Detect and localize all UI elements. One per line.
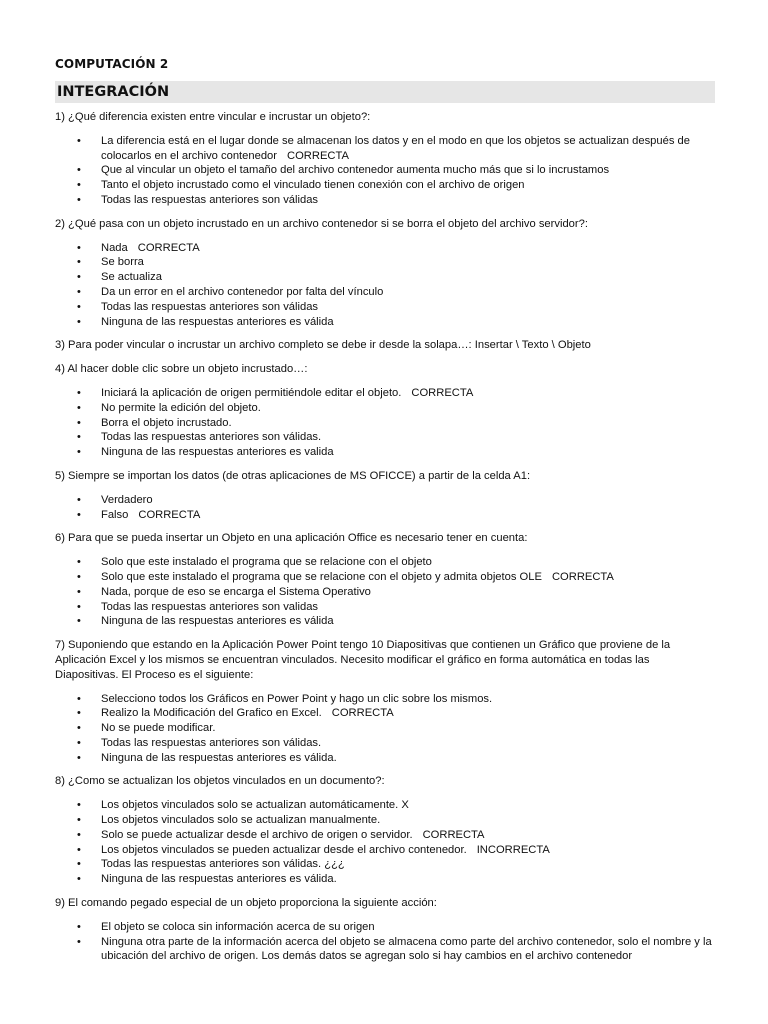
option-list xyxy=(55,798,715,887)
bullet-icon: • xyxy=(77,873,81,886)
bullet-icon: • xyxy=(77,615,81,628)
option-item xyxy=(55,493,715,508)
bullet-icon: • xyxy=(77,179,81,192)
option-item xyxy=(55,241,715,256)
answer-mark: CORRECTA xyxy=(551,570,614,583)
bullet-icon: • xyxy=(77,828,81,841)
option-text: Realizo la Modificación del Grafico en Excel. xyxy=(101,707,322,720)
option-text: Ninguna de las respuestas anteriores es valida xyxy=(101,446,334,459)
option-item xyxy=(55,935,715,965)
option-text: Todas las respuestas anteriores son válidas. xyxy=(101,431,322,444)
option-item xyxy=(55,585,715,600)
option-text: Se actualiza xyxy=(101,271,162,284)
option-item xyxy=(55,285,715,300)
bullet-icon: • xyxy=(77,814,81,827)
option-item xyxy=(55,721,715,736)
option-list xyxy=(55,493,715,523)
option-text: No permite la edición del objeto. xyxy=(101,401,261,414)
question-text: 2) ¿Qué pasa con un objeto incrustado en un archivo contenedor si se borra el objeto del archivo servidor?: xyxy=(55,217,588,230)
bullet-icon: • xyxy=(77,799,81,812)
option-list xyxy=(55,692,715,766)
option-text: Ninguna de las respuestas anteriores es válida xyxy=(101,315,334,328)
option-list xyxy=(55,555,715,629)
bullet-icon: • xyxy=(77,935,81,948)
option-text: Que al vincular un objeto el tamaño del archivo contenedor aumenta mucho más que si lo incrustamos xyxy=(101,164,610,177)
option-item xyxy=(55,255,715,270)
bullet-icon: • xyxy=(77,285,81,298)
option-item xyxy=(55,430,715,445)
option-item xyxy=(55,163,715,178)
option-text: Iniciará la aplicación de origen permitiéndole editar el objeto. xyxy=(101,386,402,399)
option-text: Verdadero xyxy=(101,493,153,506)
option-text: Tanto el objeto incrustado como el vinculado tienen conexión con el archivo de origen xyxy=(101,179,525,192)
option-item xyxy=(55,600,715,615)
bullet-icon: • xyxy=(77,585,81,598)
option-item xyxy=(55,401,715,416)
option-text: Nada xyxy=(101,241,128,254)
option-item xyxy=(55,300,715,315)
bullet-icon: • xyxy=(77,416,81,429)
question-text: 3) Para poder vincular o incrustar un archivo completo se debe ir desde la solapa…: Insertar \ Texto \ Objeto xyxy=(55,339,591,352)
bullet-icon: • xyxy=(77,401,81,414)
option-list xyxy=(55,386,715,460)
option-text: No se puede modificar. xyxy=(101,722,216,735)
option-text: Todas las respuestas anteriores son válidas. ¿¿¿ xyxy=(101,858,345,871)
answer-mark: CORRECTA xyxy=(137,241,200,254)
bullet-icon: • xyxy=(77,722,81,735)
bullet-icon: • xyxy=(77,300,81,313)
bullet-icon: • xyxy=(77,256,81,269)
option-item xyxy=(55,445,715,460)
option-item xyxy=(55,508,715,523)
bullet-icon: • xyxy=(77,386,81,399)
option-text: Todas las respuestas anteriores son válidas xyxy=(101,193,319,206)
option-text: Selecciono todos los Gráficos en Power Point y hago un clic sobre los mismos. xyxy=(101,692,493,705)
answer-mark: CORRECTA xyxy=(138,508,201,521)
question-text: 8) ¿Como se actualizan los objetos vinculados en un documento?: xyxy=(55,775,385,788)
option-item xyxy=(55,736,715,751)
bullet-icon: • xyxy=(77,134,81,147)
option-item xyxy=(55,843,715,858)
bullet-icon: • xyxy=(77,271,81,284)
option-item xyxy=(55,416,715,431)
course-title: COMPUTACIÓN 2 xyxy=(55,57,169,71)
option-text: Nada, porque de eso se encarga el Sistema Operativo xyxy=(101,585,371,598)
option-list xyxy=(55,241,715,330)
bullet-icon: • xyxy=(77,193,81,206)
option-text: Ninguna otra parte de la información acerca del objeto se almacena como parte del archivo contenedor, solo el nombre y la ubicación del archivo de origen. Los demás datos se agregan solo si hay cambios en el archivo contenedor xyxy=(101,935,712,963)
document-page xyxy=(55,57,715,973)
bullet-icon: • xyxy=(77,241,81,254)
bullet-icon: • xyxy=(77,315,81,328)
bullet-icon: • xyxy=(77,920,81,933)
option-item xyxy=(55,872,715,887)
option-text: Todas las respuestas anteriores son validas xyxy=(101,600,319,613)
option-item xyxy=(55,614,715,629)
option-list xyxy=(55,920,715,964)
bullet-icon: • xyxy=(77,164,81,177)
option-list xyxy=(55,134,715,208)
option-item xyxy=(55,813,715,828)
option-item xyxy=(55,386,715,401)
option-text: Borra el objeto incrustado. xyxy=(101,416,232,429)
option-text: Da un error en el archivo contenedor por falta del vínculo xyxy=(101,285,384,298)
option-item xyxy=(55,178,715,193)
option-item xyxy=(55,751,715,766)
option-item xyxy=(55,798,715,813)
option-text: Los objetos vinculados solo se actualizan manualmente. xyxy=(101,814,381,827)
question-text: 9) El comando pegado especial de un objeto proporciona la siguiente acción: xyxy=(55,897,437,910)
option-item xyxy=(55,920,715,935)
answer-mark: CORRECTA xyxy=(287,149,349,162)
option-text: Ninguna de las respuestas anteriores es válida. xyxy=(101,873,337,886)
bullet-icon: • xyxy=(77,707,81,720)
question-text: 1) ¿Qué diferencia existen entre vincular e incrustar un objeto?: xyxy=(55,111,371,123)
option-text: El objeto se coloca sin información acerca de su origen xyxy=(101,920,375,933)
bullet-icon: • xyxy=(77,446,81,459)
answer-mark: CORRECTA xyxy=(331,707,394,720)
option-text: Solo se puede actualizar desde el archivo de origen o servidor. xyxy=(101,828,413,841)
option-text: Se borra xyxy=(101,256,144,269)
option-item xyxy=(55,193,715,208)
bullet-icon: • xyxy=(77,556,81,569)
bullet-icon: • xyxy=(77,858,81,871)
option-item xyxy=(55,706,715,721)
question-text: 5) Siempre se importan los datos (de otras aplicaciones de MS OFICCE) a partir de la celda A1: xyxy=(55,469,531,482)
option-text: Los objetos vinculados solo se actualizan automáticamente. X xyxy=(101,799,409,812)
option-text: Solo que este instalado el programa que se relacione con el objeto xyxy=(101,556,432,569)
question-text: 6) Para que se pueda insertar un Objeto en una aplicación Office es necesario tener en cuenta: xyxy=(55,532,528,545)
option-item xyxy=(55,828,715,843)
option-item xyxy=(55,555,715,570)
bullet-icon: • xyxy=(77,736,81,749)
option-text: Ninguna de las respuestas anteriores es válida. xyxy=(101,751,337,764)
bullet-icon: • xyxy=(77,751,81,764)
option-text: Los objetos vinculados se pueden actualizar desde el archivo contenedor. xyxy=(101,843,467,856)
bullet-icon: • xyxy=(77,692,81,705)
question-list xyxy=(55,110,715,964)
option-item xyxy=(55,692,715,707)
question-text: 7) Suponiendo que estando en la Aplicación Power Point tengo 10 Diapositivas que contienen un Gráfico que proviene de la Aplicación Excel y los mismos se encuentran vinculados. Necesito modificar el gráfico en forma automática en todas las Diapositivas. El Proceso es el siguiente: xyxy=(55,639,671,681)
bullet-icon: • xyxy=(77,508,81,521)
question-text: 4) Al hacer doble clic sobre un objeto incrustado…: xyxy=(55,363,308,376)
option-text: Falso xyxy=(101,508,129,521)
section-title: INTEGRACIÓN xyxy=(57,84,170,100)
option-item xyxy=(55,570,715,585)
option-item xyxy=(55,134,715,164)
option-item xyxy=(55,315,715,330)
bullet-icon: • xyxy=(77,570,81,583)
bullet-icon: • xyxy=(77,600,81,613)
option-item xyxy=(55,857,715,872)
section-heading-bar xyxy=(55,81,715,103)
option-text: Solo que este instalado el programa que se relacione con el objeto y admita objetos OLE xyxy=(101,570,542,583)
answer-mark: CORRECTA xyxy=(411,386,474,399)
option-text: Todas las respuestas anteriores son válidas xyxy=(101,300,319,313)
answer-mark: INCORRECTA xyxy=(476,843,550,856)
option-text: Todas las respuestas anteriores son válidas. xyxy=(101,736,322,749)
answer-mark: CORRECTA xyxy=(422,828,485,841)
option-text: Ninguna de las respuestas anteriores es válida xyxy=(101,615,334,628)
option-text: La diferencia está en el lugar donde se almacenan los datos y en el modo en que los objetos se actualizan después de colocarlos en el archivo contenedor xyxy=(101,134,690,162)
bullet-icon: • xyxy=(77,493,81,506)
bullet-icon: • xyxy=(77,843,81,856)
option-item xyxy=(55,270,715,285)
bullet-icon: • xyxy=(77,431,81,444)
